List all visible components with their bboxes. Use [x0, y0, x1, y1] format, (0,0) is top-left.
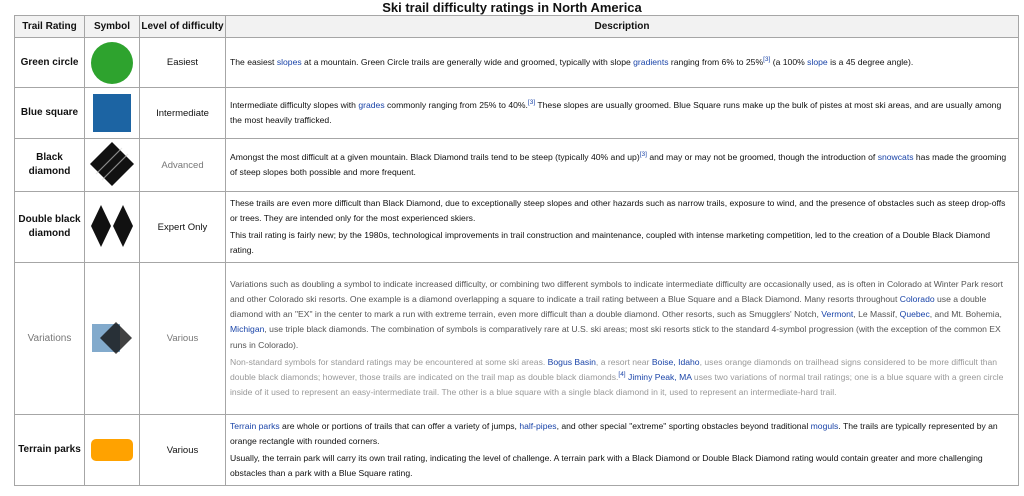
- symbol-cell: [85, 263, 140, 415]
- description-cell: The easiest slopes at a mountain. Green Circle trails are generally wide and groomed, typically with slope gradients ranging from 6% to 25%[3] (a 100% slope is a 45 degree angle).: [226, 38, 1019, 88]
- table-header-row: [15, 16, 1019, 38]
- difficulty-level: Advanced: [140, 139, 226, 192]
- difficulty-level: Various: [140, 263, 226, 415]
- difficulty-level: Expert Only: [140, 192, 226, 263]
- description-paragraph: Non-standard symbols for standard ratings may be encountered at some ski areas. Bogus Basin, a resort near Boise, Idaho, uses orange diamonds on trailhead signs considered to be more difficult than double black diamonds; however, those trails are indicated on the trail map as double black diamonds.[4] Jiminy Peak, MA uses two variations of normal trail ratings; one is a blue square with a green circle inside of it used to represent an easy-intermediate trail. The other is a blue square with a single black diamond in it, used to represent an intermediate-hard trail.: [230, 356, 1004, 398]
- vermont-link[interactable]: Vermont: [821, 309, 854, 320]
- description-cell: Intermediate difficulty slopes with grades commonly ranging from 25% to 40%.[3] These slopes are usually groomed. Blue Square runs make up the bulk of pistes at most ski areas, and are usually among the most heavily trafficked.: [226, 88, 1019, 139]
- header-description: Description: [226, 16, 1019, 38]
- bogus-basin-link[interactable]: Bogus Basin: [547, 356, 596, 367]
- description-cell: [226, 263, 1019, 415]
- symbol-cell: [85, 415, 140, 486]
- trail-rating-double-black-diamond: Double black diamond: [15, 192, 85, 263]
- trail-ratings-table: [14, 15, 1019, 486]
- slope-link[interactable]: slope: [807, 56, 828, 67]
- header-trail-rating: Trail Rating: [15, 16, 85, 38]
- difficulty-level: Easiest: [140, 38, 226, 88]
- moguls-link[interactable]: moguls: [810, 420, 839, 431]
- trail-rating-variations: Variations: [15, 263, 85, 415]
- symbol-cell: [85, 38, 140, 88]
- table-title: Ski trail difficulty ratings in North America: [382, 0, 642, 15]
- double-black-diamond-icon: [88, 201, 136, 251]
- table-row: [15, 88, 1019, 139]
- trail-rating-green-circle: Green circle: [15, 38, 85, 88]
- description-cell: [226, 415, 1019, 486]
- table-row: [15, 139, 1019, 192]
- gradients-link[interactable]: gradients: [633, 56, 669, 67]
- snowcats-link[interactable]: snowcats: [877, 151, 914, 162]
- reference-link[interactable]: [3]: [763, 56, 771, 64]
- reference-link[interactable]: [3]: [639, 150, 647, 158]
- symbol-cell: [85, 139, 140, 192]
- boise-idaho-link[interactable]: Boise, Idaho: [651, 356, 700, 367]
- description-paragraph: Terrain parks are whole or portions of trails that can offer a variety of jumps, half-pipes, and other special "extreme" sporting obstacles beyond traditional moguls. The trails are typically represented by an orange rectangle with rounded corners.: [230, 420, 998, 446]
- half-pipes-link[interactable]: half-pipes: [519, 420, 557, 431]
- orange-rounded-rectangle-icon: [91, 439, 133, 461]
- reference-link[interactable]: [3]: [527, 98, 536, 106]
- description-cell: Amongst the most difficult at a given mountain. Black Diamond trails tend to be steep (typically 40% and up)[3] and may or may not be groomed, though the introduction of snowcats has made the grooming of steep slopes both possible and more frequent.: [226, 139, 1019, 192]
- table-row: [15, 415, 1019, 486]
- symbol-cell: [85, 192, 140, 263]
- table-row: [15, 263, 1019, 415]
- reference-link[interactable]: [4]: [618, 371, 626, 379]
- green-circle-icon: [91, 42, 133, 84]
- jiminy-peak-link[interactable]: Jiminy Peak, MA: [628, 371, 692, 382]
- difficulty-level: Intermediate: [140, 88, 226, 139]
- trail-rating-blue-square: Blue square: [15, 88, 85, 139]
- terrain-parks-link[interactable]: Terrain parks: [230, 420, 280, 431]
- description-paragraph: Usually, the terrain park will carry its own trail rating, indicating the level of challenge. A terrain park with a Black Diamond or Double Black Diamond rating would contain greater and more challenging obstacles than a park with a Blue Square rating.: [230, 453, 983, 479]
- michigan-link[interactable]: Michigan: [230, 324, 265, 335]
- symbol-cell: [85, 88, 140, 139]
- trail-rating-terrain-parks: Terrain parks: [15, 415, 85, 486]
- blue-square-icon: [93, 94, 131, 132]
- colorado-link[interactable]: Colorado: [899, 293, 935, 304]
- black-diamond-icon: [88, 140, 136, 188]
- grades-link[interactable]: grades: [358, 99, 385, 110]
- slopes-link[interactable]: slopes: [276, 56, 302, 67]
- variation-diamond-square-icon: [90, 316, 134, 360]
- description-paragraph: Variations such as doubling a symbol to indicate increased difficulty, or combining two different symbols to indicate intermediate difficulty are occasionally used, as is often in Colorado at Winter Park resort and other Colorado ski resorts. One example is a diamond overlapping a square to indicate a trail rating between a Blue Square and a Black Diamond. Many resorts throughout Colorado use a double diamond with an "EX" in the center to mark a run with extreme terrain, even more difficult than a double diamond. Other resorts, such as Smugglers' Notch, Vermont, Le Massif, Quebec, and Mt. Bohemia, Michigan, use triple black diamonds. The combination of symbols is comparatively rare at U.S. ski areas; most ski resorts stick to the standard 4-symbol progression (with the exception of the common EX runs in Colorado).: [230, 278, 1004, 350]
- header-level-of-difficulty: Level of difficulty: [140, 16, 226, 38]
- difficulty-level: Various: [140, 415, 226, 486]
- table-row: [15, 192, 1019, 263]
- description-paragraph: These trails are even more difficult than Black Diamond, due to exceptionally steep slopes and other hazards such as narrow trails, exposure to wind, and the presence of obstacles such as steep drop-offs or trees. They are intended only for the most experienced skiers.: [230, 197, 1006, 223]
- quebec-link[interactable]: Quebec: [899, 309, 930, 320]
- description-cell: [226, 192, 1019, 263]
- description-paragraph: This trail rating is fairly new; by the 1980s, technological improvements in trail construction and maintenance, coupled with intense marketing competition, led to the creation of a Double Black Diamond rating.: [230, 230, 990, 256]
- table-row: [15, 38, 1019, 88]
- trail-rating-black-diamond: Black diamond: [15, 139, 85, 192]
- header-symbol: Symbol: [85, 16, 140, 38]
